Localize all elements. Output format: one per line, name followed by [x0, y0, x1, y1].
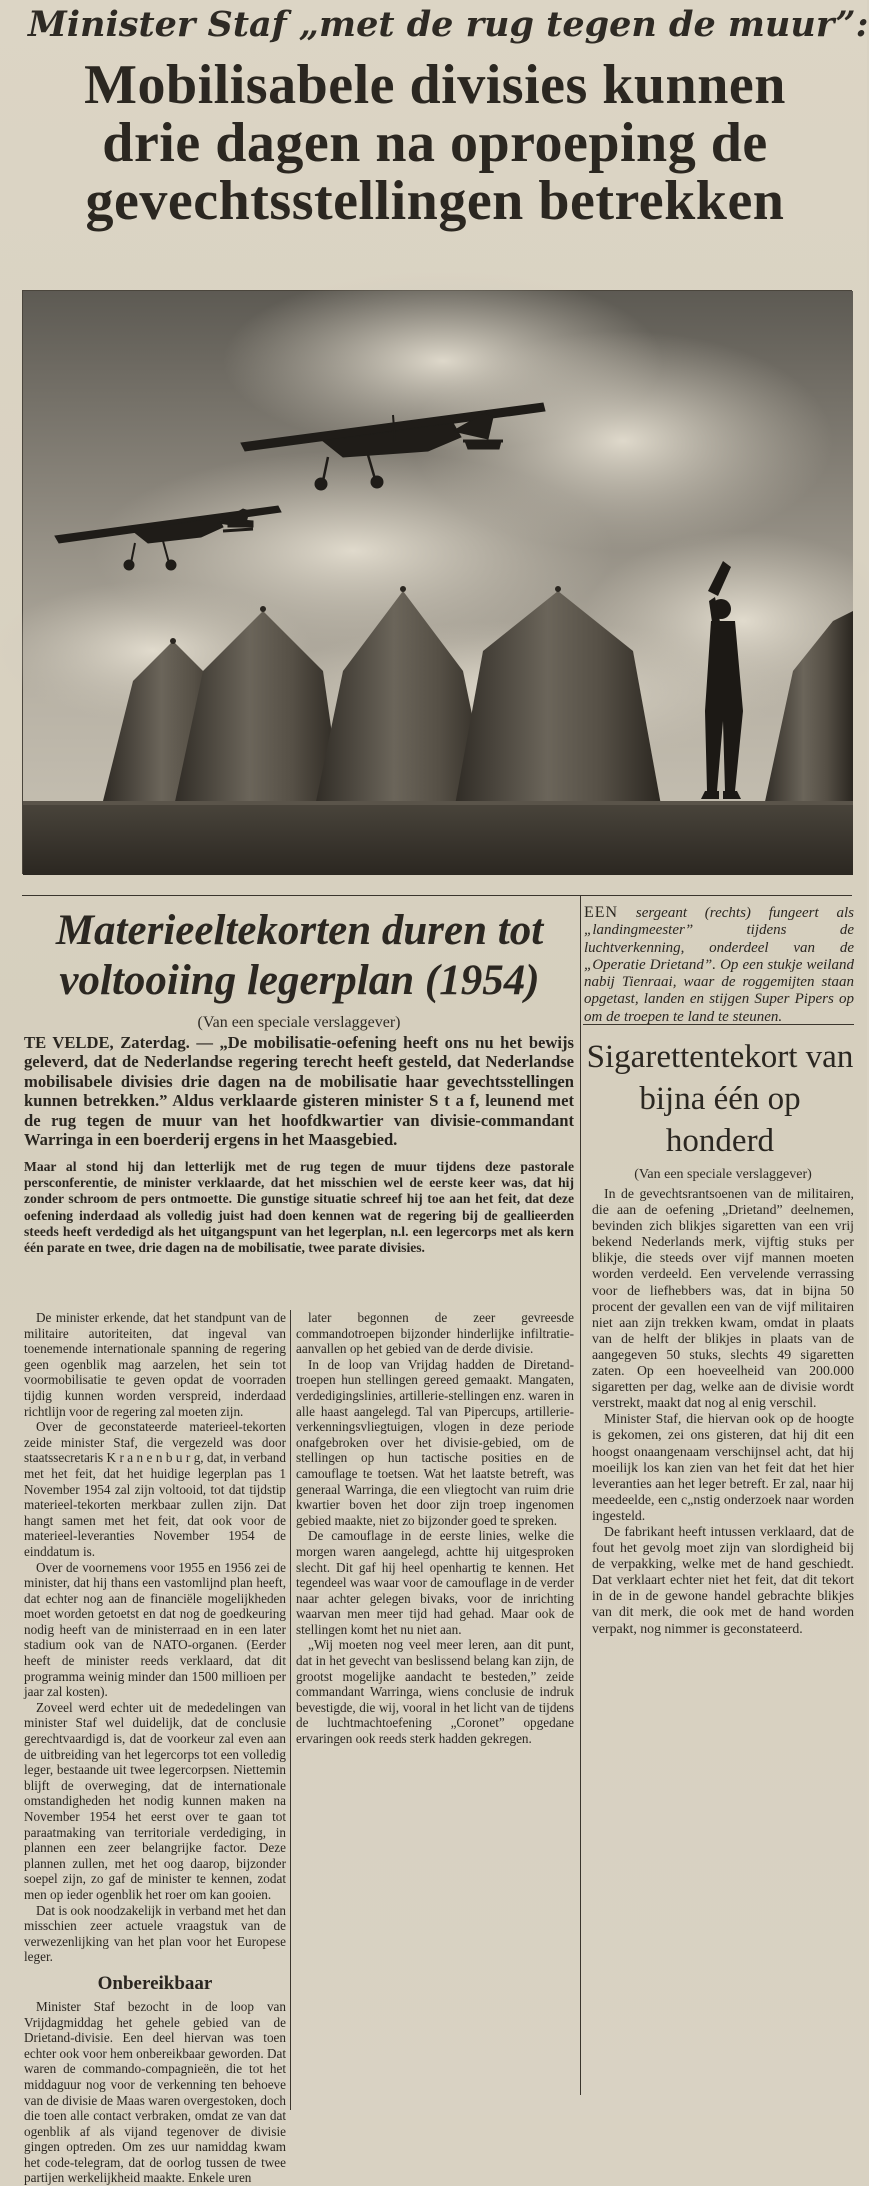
side-article-byline: (Van een speciale verslaggever): [634, 1167, 812, 1182]
caption-initial: EEN: [584, 904, 619, 921]
column-divider: [290, 1310, 291, 2110]
article-headline: Materieeltekorten duren tot voltooiing legerplan (1954): [55, 907, 544, 1004]
paragraph: In de gevechtsrantsoenen van de militairen, die aan de oefening „Drietand” deelnemen, bevinden zich blikjes sigaretten van een vrij bekend Nederlands merk, vijftig stuks per blikje, die steeds over vijf mannen moeten worden verdeeld. Een vervelende verrassing voor de liefhebbers was, dat in bijna 50 procent der gevallen een van de vijf militairen niet aan zijn trekken kwam, omdat in plaats van de helft der blikjes in plaats van de aangegeven 50 stuks, slechts 49 sigaretten zaten. Op een hoeveelheid van 200.000 sigaretten per dag, welke aan de divisie wordt verstrekt, maakt dat nog al enig verschil.: [592, 1186, 854, 1411]
subheading: Onbereikbaar: [97, 1972, 213, 1994]
column-divider: [580, 895, 581, 2095]
paragraph: later begonnen de zeer gevreesde commandotroepen bijzonder hinderlijke infiltratie-aanvallen op het gebied van de derde divisie.: [296, 1310, 574, 1357]
paragraph: De fabrikant heeft intussen verklaard, dat de fout het gevolg moet zijn van slordigheid bij de verpakking, welke met de hand geschiedt. Dat verklaart echter niet het feit, dat dit tekort in de in de gewone handel gebrachte blikjes van dit merk, die ook met de hand worden verpakt, nog nimmer is geconstateerd.: [592, 1523, 854, 1636]
paragraph: Minister Staf bezocht in de loop van Vrijdagmiddag het gehele gebied van de Drietand-divisie. Een deel hiervan was toen echter ook voor hem onbereikbaar geworden. Dat waren de commando-compagnieën, die tot het middaguur nog voor de verkenning ten behoeve van de divisie de Maas waren overgestoken, doch die toen alle contact verbraken, omdat ze van dat ogenblik af als vijand tegenover de divisie gingen optreden. Om zes uur namiddag kwam het code-telegram, dat de oorlog tussen de twee partijen werkelijkheid maakte. Enkele uren: [24, 1998, 286, 2186]
photo-caption: [584, 904, 854, 1026]
article-byline: (Van een speciale verslaggever): [197, 1014, 401, 1031]
paragraph: Over de voornemens voor 1955 en 1956 zei de minister, dat hij thans een vastomlijnd plan heeft, dat echter nog aan de financiële mogelijkheden moet worden getoetst en dat nog de goedkeuring nodig heeft van de ministerraad en in een later stadium ook van de NATO-organen. (Eerder heeft de minister reeds verklaard, dat dit programma weinig minder dan 1500 millioen per jaar zal kosten).: [24, 1559, 286, 1700]
side-article-body: [592, 1186, 854, 1637]
separator-rule: [22, 895, 852, 896]
main-headline: [10, 56, 860, 230]
headline-line-3: gevechtsstellingen betrekken: [85, 170, 785, 232]
caption-text: sergeant (rechts) fungeert als „landingmeester” tijdens de luchtverkenning, onderdeel van de „Operatie Drietand”. Op een stukje weiland nabij Tienraai, waar de roggemijten staan opgetast, landen en stijgen Super Pipers op om de troepen te land te steunen.: [584, 905, 854, 1025]
photo-airplanes-haystacks-icon: [23, 291, 853, 875]
paragraph: Dat is ook noodzakelijk in verband met het dan misschien zeer actuele vraagstuk van de verwezenlijking van het plan voor het Europese leger.: [24, 1902, 286, 1965]
article-column-1: [24, 1310, 286, 2186]
headline-line-1: Mobilisabele divisies kunnen: [84, 54, 786, 116]
paragraph: Zoveel werd echter uit de mededelingen van minister Staf wel duidelijk, dat de conclusie gerechtvaardigd is, dat de voorkeur zal even aan de uitbreiding van het legercorps tot een volledig leger, bestaande uit twee legercorpsen. Niettemin blijft de overweging, dat de internationale omstandigheden het nodig kunnen maken na November 1954 het eerst over te gaan tot paraatmaking van territoriale verdediging, in plannen een zeer belangrijke factor. Deze plannen zullen, met het oog daarop, bijzonder soepel zijn, zo gaf de minister te kennen, zodat men op ieder ogenblik het roer om kan gooien.: [24, 1699, 286, 1902]
paragraph: In de loop van Vrijdag hadden de Diretand-troepen hun stellingen gereed gemaakt. Mangaten, verdedigingslinies, artillerie-stellingen enz. waren in alle haast aangelegd. Tal van Pipercups, artillerie-verkenningsvliegtuigen, vlogen in deze periode onafgebroken over het divisie-gebied, om de stellingen op hun tactische posities en de camouflage te toetsen. Wat het laatste betreft, was generaal Warringa, die een vliegtocht van ruim drie kwartier boven het door zijn troep ingenomen gebied maakte, niet zo bijzonder goed te spreken.: [296, 1356, 574, 1528]
side-article-headline: Sigarettentekort van bijna één op honderd: [586, 1039, 854, 1159]
article-lead: TE VELDE, Zaterdag. — „De mobilisatie-oefening heeft ons nu het bewijs geleverd, dat de Nederlandse regering terecht heeft gesteld, dat Nederlandse mobilisabele divisies drie dagen na de mobilisatie haar gevechtsstellingen kunnen betrekken.” Aldus verklaarde gisteren minister S t a f, leunend met de rug tegen de muur van het hoofdkwartier van divisie-commandant Warringa in een boerderij ergens in het Maasgebied.: [24, 1033, 574, 1150]
paragraph: Over de geconstateerde materieel-tekorten zeide minister Staf, die vergezeld was door staatssecretaris K r a n e n b u r g, dat, in verband met het feit, dat het huidige legerplan pas 1 November 1954 zal zijn voltooid, tot dat tijdstip materieel-tekorten merkbaar zullen zijn. Dat hangt samen met het feit, dat ook voor de materieel-leveranties November 1954 de einddatum is.: [24, 1419, 286, 1559]
kicker-headline: Minister Staf „met de rug tegen de muur”:: [28, 4, 869, 45]
paragraph: „Wij moeten nog veel meer leren, aan dit punt, dat in het gevecht van beslissend belang kan zijn, de grootst mogelijke aandacht te besteden,” zeide commandant Warringa, wiens conclusie de indruk bevestigde, die wij, vooral in het licht van de tijdens de luchtmachtoefening „Coronet” opgedane ervaringen ook reeds sterk hadden gekregen.: [296, 1637, 574, 1747]
paragraph: De camouflage in de eerste linies, welke die morgen waren aangelegd, achtte hij uitgesproken slecht. Dit gaf hij heel openhartig te kennen. Het tegendeel was waar voor de camouflage in de verder naar achter gelegen bivaks, voor de inrichting waarvan men meer tijd had gehad. Maar ook de stellingen komt het nu niet aan.: [296, 1528, 574, 1637]
paragraph: Minister Staf, die hiervan ook op de hoogte is gekomen, zei ons gisteren, dat hij dit een hoogst onaangenaam verschijnsel acht, dat hij moeilijk los kan zien van het feit dat het hier leveranties aan het leger betreft. Er zal, naar hij meedeelde, een c„nstig onderzoek naar worden ingesteld.: [592, 1411, 854, 1523]
paragraph: De minister erkende, dat het standpunt van de militaire autoriteiten, dat ingeval van toenemende internationale spanning de regering geen ogenblik mag aarzelen, het sein tot voormobilisatie te geven opdat de voorraden tijdig kunnen worden verspreid, inderdaad richtlijn voor de regering zal moeten zijn.: [24, 1310, 286, 1419]
news-photo: [22, 290, 852, 874]
article-lead-secondary: Maar al stond hij dan letterlijk met de rug tegen de muur tijdens deze pastorale persconferentie, de minister verklaarde, dat het misschien wel de eerste keer was, dat hij zonder schroom de pers ontmoette. Die gunstige situatie schreef hij toe aan het feit, dat deze oefening inderdaad als volledig juist had doen kennen wat de regering bij de geallieerden steeds heeft verdedigd als het uitgangspunt van het legerplan, n.l. een legercorps met als kern één parate en twee, drie dagen na de mobilisatie, twee parate divisies.: [24, 1159, 574, 1256]
article-column-2: [296, 1310, 574, 1747]
headline-line-2: drie dagen na oproeping de: [102, 112, 768, 174]
